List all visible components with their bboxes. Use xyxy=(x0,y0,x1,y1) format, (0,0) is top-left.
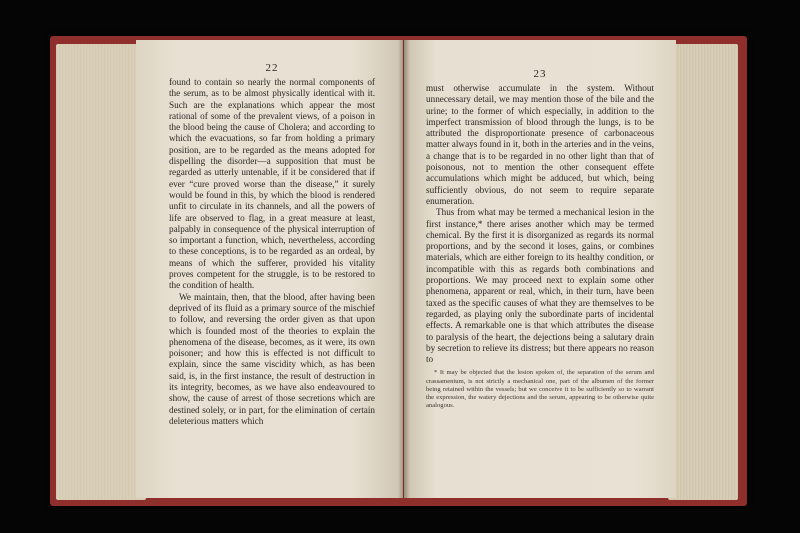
right-paragraph-2: Thus from what may be termed a mechanical lesion in the first instance,* there arises another which may be termed chemical. By the first it is disorganized as regards its normal proportions, and by the second it loses, gains, or combines materials, which are either foreign to its healthy condition, or incompatible with this as regards both combinations and proportions. We may proceed next to explain some other phenomena, apparent or real, which, in their turn, have been taxed as the specific causes of what they are themselves to be regarded, as playing only the subordinate parts of incidental effects. A remarkable one is that which attributes the disease to paralysis of the heart, the dejections being a salutary drain by secretion to relieve its distress; but there appears no reason to xyxy=(426,207,654,365)
page-number-left: 22 xyxy=(265,62,279,74)
page-edges-right xyxy=(668,44,738,500)
right-page xyxy=(404,40,676,498)
footnote: * It may be objected that the lesion spoken of, the separation of the serum and crassamentum, is not strictly a mechanical one, part of the albumen of the former being retained within the vessels; but we conceive it to be sufficiently so to warrant the expression, the watery dejections and the serum, appearing to be otherwise quite analogous. xyxy=(426,369,654,409)
page-edges-left xyxy=(56,44,146,500)
right-paragraph-1: must otherwise accumulate in the system. Without unnecessary detail, we may mention those of the bile and the urine; to the former of which especially, in addition to the imperfect transmission of blood through the lungs, is to be attributed the disproportionate presence of carbonaceous matter always found in it, both in the arteries and in the veins, a change that is to be regarded in no other light than that of poisonous, not to mention the other consequent effete accumulations which might be adduced, but which, being sufficiently obvious, do not seem to require separate enumeration. xyxy=(426,83,654,206)
left-page xyxy=(136,40,403,498)
page-number-right: 23 xyxy=(533,68,547,80)
left-paragraph-2: We maintain, then, that the blood, after having been deprived of its fluid as a primary source of the mischief to follow, and reversing the order given as that upon which is founded most of the theories to explain the phenomena of the disease, becomes, as it were, its own poisoner; and how this is effected is not difficult to explain, since the same viscidity which, as has been said, is, in the first instance, the result of destruction in its integrity, becomes, as we have also endeavoured to show, the cause of arrest of those secretions which are destined solely, or in part, for the elimination of certain deleterious matters which xyxy=(169,291,375,426)
book-gutter xyxy=(398,40,410,498)
left-paragraph-1: found to contain so nearly the normal components of the serum, as to be almost physically identical with it. Such are the explanations which appear the most rational of some of the prevalent views, of a poison in the blood being the cause of Cholera; and according to which the evacuations, so far from holding a primary position, are to be regarded as the means adopted for dispelling the disorder—a supposition that must be regarded as utterly untenable, if it be considered that if ever “cure proved worse than the disease,” it surely would be found in this, by which the blood is rendered unfit to circulate in its channels, and all the powers of life are observed to flag, in a great measure at least, palpably in consequence of the physical interruption of so important a function, which, nevertheless, according to these conceptions, is to be regarded as an ordeal, by means of which the sufferer, provided his vitality proves competent for the struggle, is to be restored to the condition of health. xyxy=(169,77,375,291)
